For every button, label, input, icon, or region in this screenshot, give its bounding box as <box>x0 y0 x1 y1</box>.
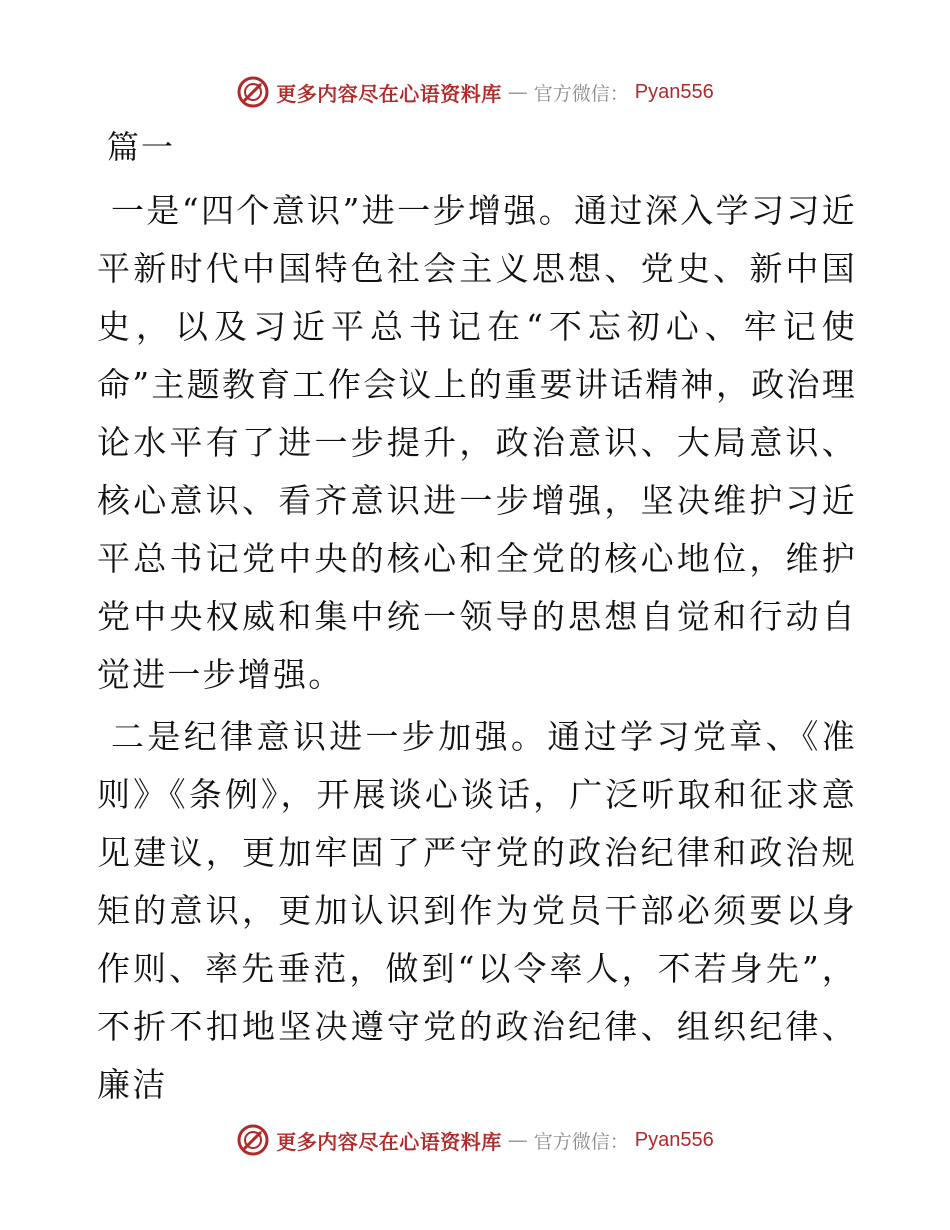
watermark-contact-label: 官方微信： <box>533 1130 629 1153</box>
watermark-brand: 更多内容尽在心语资料库 <box>276 1129 502 1154</box>
watermark-contact-label: 官方微信： <box>533 82 629 105</box>
watermark-contact-id: Pyan556 <box>634 80 714 103</box>
paragraph-2: 二是纪律意识进一步加强。通过学习党章、《准则》《条例》，开展谈心谈话，广泛听取和征求意见建议，更加牢固了严守党的政治纪律和政治规矩的意识，更加认识到作为党员干部必须要以身作则、率先垂范，做到“以令率人，不若身先”，不折不扣地坚决遵守党的政治纪律、组织纪律、廉洁 <box>97 717 857 1104</box>
watermark-brand: 更多内容尽在心语资料库 <box>276 81 502 106</box>
document-body <box>97 118 857 1118</box>
watermark-contact-id: Pyan556 <box>634 1128 714 1151</box>
red-seal-logo-icon <box>236 1123 270 1157</box>
paragraph-1: 一是“四个意识”进一步增强。通过深入学习习近平新时代中国特色社会主义思想、党史、新中国史，以及习近平总书记在“不忘初心、牢记使命”主题教育工作会议上的重要讲话精神，政治理论水平有了进一步提升，政治意识、大局意识、核心意识、看齐意识进一步增强，坚决维护习近平总书记党中央的核心和全党的核心地位，维护党中央权威和集中统一领导的思想自觉和行动自觉进一步增强。 <box>97 191 857 694</box>
footer-watermark <box>0 1120 950 1160</box>
section-heading: 篇一 <box>107 128 176 166</box>
watermark-separator: — <box>507 1128 528 1152</box>
red-seal-logo-icon <box>236 75 270 109</box>
watermark-separator: — <box>507 80 528 104</box>
header-watermark <box>0 72 950 112</box>
